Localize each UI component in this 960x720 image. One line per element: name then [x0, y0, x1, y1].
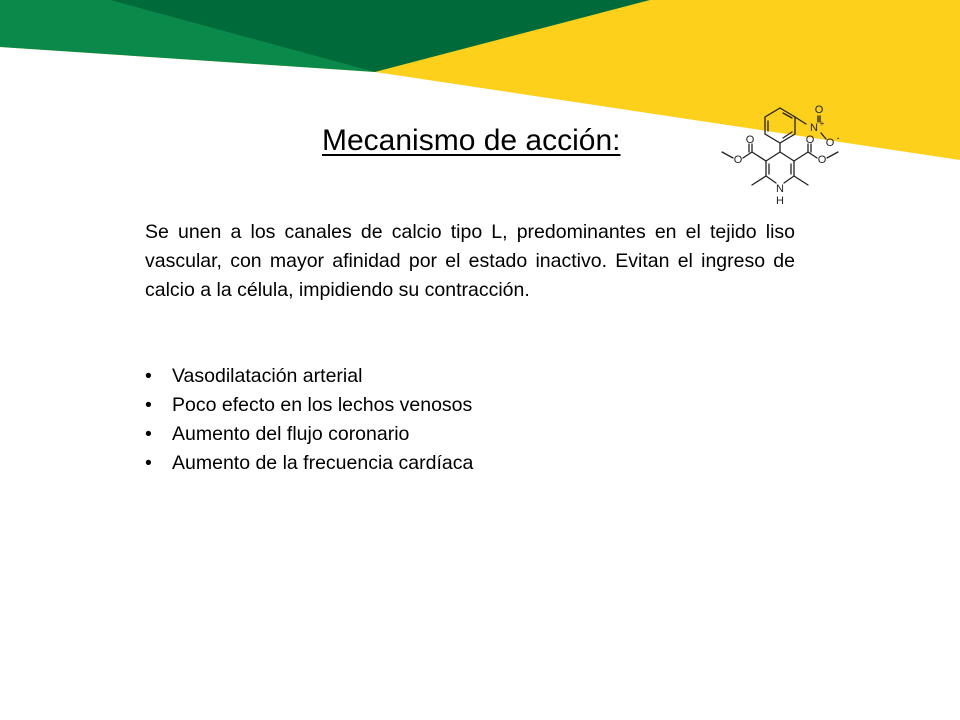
atom-label: O [814, 104, 824, 116]
bullet-icon: • [145, 452, 152, 474]
bullet-icon: • [145, 394, 152, 416]
effects-list [145, 362, 473, 478]
charge-label: - [836, 133, 840, 143]
list-item-text: Poco efecto en los lechos venosos [172, 394, 473, 416]
list-item [145, 391, 473, 420]
list-item [145, 420, 473, 449]
list-item-text: Aumento del flujo coronario [172, 423, 410, 445]
mechanism-paragraph: Se unen a los canales de calcio tipo L, predominantes en el tejido liso vascular, con mayor afinidad por el estado inactivo. Evitan el ingreso de calcio a la célula, impidiendo su contracción. [145, 221, 795, 301]
charge-label: + [819, 119, 825, 128]
bullet-icon: • [145, 423, 152, 445]
atom-label: O [817, 154, 827, 166]
list-item-text: Vasodilatación arterial [172, 365, 363, 387]
list-item [145, 449, 473, 478]
atom-label: N [810, 122, 818, 134]
bullet-icon: • [145, 365, 152, 387]
list-item-text: Aumento de la frecuencia cardíaca [172, 452, 474, 474]
atom-label: H [776, 195, 784, 207]
atom-label: O [805, 134, 815, 146]
atom-label: O [745, 134, 755, 146]
slide-title: Mecanismo de acción: [322, 124, 621, 157]
list-item [145, 362, 473, 391]
atom-label: O [825, 137, 835, 149]
atom-label: N [776, 183, 784, 195]
nifedipine-structure [700, 96, 850, 212]
phenyl-ring [765, 108, 795, 143]
atom-label: O [733, 154, 743, 166]
